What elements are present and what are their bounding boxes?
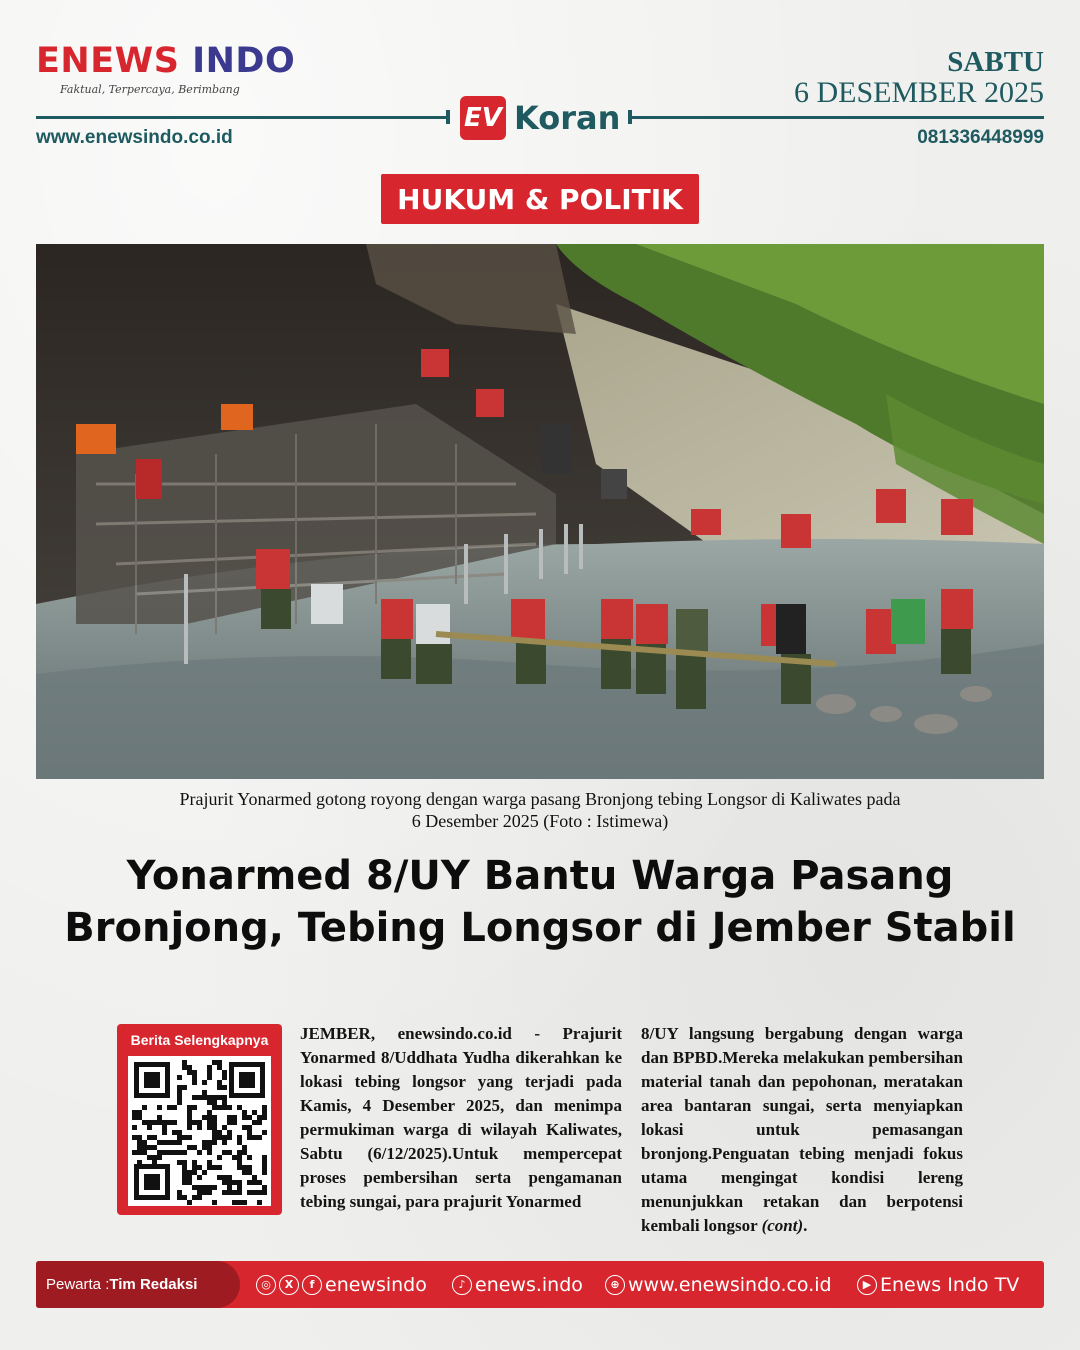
brand-tagline: Faktual, Terpercaya, Berimbang	[60, 83, 240, 96]
qr-module	[152, 1120, 157, 1125]
qr-module	[172, 1140, 177, 1145]
qr-module	[202, 1080, 207, 1085]
qr-module	[262, 1105, 267, 1110]
qr-module	[237, 1155, 242, 1160]
qr-module	[197, 1195, 202, 1200]
qr-module	[222, 1150, 227, 1155]
reporter-credit: Pewarta : Tim Redaksi	[36, 1261, 240, 1308]
qr-module	[192, 1095, 197, 1100]
qr-module	[197, 1095, 202, 1100]
qr-module	[177, 1190, 182, 1195]
qr-module	[247, 1165, 252, 1170]
qr-module	[242, 1110, 247, 1115]
qr-module	[187, 1145, 192, 1150]
qr-module	[262, 1155, 267, 1160]
qr-module	[247, 1170, 252, 1175]
tiktok-handle: enews.indo	[475, 1273, 583, 1296]
qr-module	[177, 1150, 182, 1155]
qr-module	[227, 1135, 232, 1140]
qr-module	[227, 1130, 232, 1135]
qr-module	[237, 1200, 242, 1205]
qr-module	[187, 1200, 192, 1205]
header-rule-cap	[628, 110, 632, 124]
qr-module	[142, 1145, 147, 1150]
qr-module	[202, 1145, 207, 1150]
qr-module	[187, 1105, 192, 1110]
brand-name: ENEWS INDO	[36, 41, 296, 81]
qr-module	[202, 1090, 207, 1095]
qr-module	[252, 1175, 257, 1180]
ev-logo-icon: EV	[460, 96, 506, 140]
qr-module	[192, 1120, 197, 1125]
youtube-icon: ▶	[857, 1275, 877, 1295]
qr-module	[262, 1130, 267, 1135]
qr-module	[242, 1125, 247, 1130]
qr-module	[237, 1180, 242, 1185]
qr-module	[157, 1120, 162, 1125]
qr-module	[172, 1120, 177, 1125]
qr-module	[227, 1105, 232, 1110]
qr-module	[262, 1170, 267, 1175]
qr-module	[182, 1170, 187, 1175]
qr-module	[262, 1110, 267, 1115]
qr-module	[232, 1155, 237, 1160]
qr-module	[137, 1150, 142, 1155]
qr-module	[142, 1150, 147, 1155]
qr-module	[187, 1170, 192, 1175]
qr-module	[182, 1065, 187, 1070]
qr-module	[182, 1195, 187, 1200]
qr-module	[217, 1155, 222, 1160]
qr-module	[222, 1190, 227, 1195]
issue-day: SABTU	[947, 46, 1044, 78]
qr-module	[207, 1160, 212, 1165]
qr-module	[202, 1170, 207, 1175]
qr-label: Berita Selengkapnya	[130, 1032, 269, 1048]
qr-module	[177, 1095, 182, 1100]
qr-module	[217, 1065, 222, 1070]
qr-module	[227, 1185, 232, 1190]
qr-module	[162, 1140, 167, 1145]
qr-module	[262, 1115, 267, 1120]
qr-module	[192, 1105, 197, 1110]
qr-module	[222, 1135, 227, 1140]
qr-module	[207, 1065, 212, 1070]
qr-module	[207, 1075, 212, 1080]
qr-module	[192, 1145, 197, 1150]
qr-module	[187, 1065, 192, 1070]
qr-module	[197, 1185, 202, 1190]
qr-module	[192, 1075, 197, 1080]
qr-module	[252, 1190, 257, 1195]
qr-module	[217, 1095, 222, 1100]
qr-module	[192, 1160, 197, 1165]
facebook-icon: f	[302, 1275, 322, 1295]
qr-module	[197, 1190, 202, 1195]
qr-module	[217, 1175, 222, 1180]
article-column-1: JEMBER, enewsindo.co.id - Prajurit Yonarmed 8/Uddhata Yudha dikerahkan ke lokasi tebing longsor yang terjadi pada Kamis, 4 Desember 2025, dan menimpa permukiman warga di wilayah Kaliwates, Sabtu (6/12/2025).Untuk mempercepat proses pembersihan serta pengamanan tebing sungai, para prajurit Yonarmed	[300, 1024, 622, 1211]
qr-module	[242, 1115, 247, 1120]
qr-module	[162, 1130, 167, 1135]
article-headline: Yonarmed 8/UY Bantu Warga Pasang Bronjong, Tebing Longsor di Jember Stabil	[64, 853, 1016, 951]
qr-module	[257, 1115, 262, 1120]
qr-module	[247, 1180, 252, 1185]
qr-module	[242, 1165, 247, 1170]
qr-module	[222, 1070, 227, 1075]
qr-module	[157, 1140, 162, 1145]
qr-module	[197, 1125, 202, 1130]
qr-module	[132, 1135, 137, 1140]
category-badge: HUKUM & POLITIK	[381, 174, 699, 224]
qr-module	[217, 1085, 222, 1090]
qr-module	[167, 1140, 172, 1145]
qr-module	[177, 1130, 182, 1135]
qr-module	[207, 1115, 212, 1120]
qr-module	[237, 1150, 242, 1155]
qr-module	[222, 1075, 227, 1080]
continued-marker: (cont)	[761, 1216, 804, 1235]
river-scene-illustration	[36, 244, 1044, 779]
qr-module	[187, 1175, 192, 1180]
social-handle: enewsindo	[325, 1273, 427, 1296]
qr-module	[217, 1130, 222, 1135]
qr-module	[262, 1160, 267, 1165]
x-icon: X	[279, 1275, 299, 1295]
qr-module	[202, 1095, 207, 1100]
qr-module	[217, 1165, 222, 1170]
qr-module	[197, 1150, 202, 1155]
article-photo	[36, 244, 1044, 779]
qr-module	[247, 1115, 252, 1120]
header-rule-left	[36, 116, 448, 119]
qr-module	[232, 1180, 237, 1185]
qr-module	[232, 1115, 237, 1120]
qr-module	[212, 1100, 217, 1105]
header-phone: 081336448999	[917, 127, 1044, 148]
qr-module	[202, 1115, 207, 1120]
qr-module	[182, 1165, 187, 1170]
qr-module	[177, 1090, 182, 1095]
qr-module	[152, 1160, 157, 1165]
qr-module	[192, 1185, 197, 1190]
qr-module	[152, 1145, 157, 1150]
qr-module	[227, 1120, 232, 1125]
qr-module	[237, 1190, 242, 1195]
qr-card[interactable]	[117, 1024, 282, 1215]
qr-module	[207, 1145, 212, 1150]
qr-module	[157, 1150, 162, 1155]
qr-module	[207, 1185, 212, 1190]
qr-module	[237, 1140, 242, 1145]
qr-module	[217, 1135, 222, 1140]
qr-module	[212, 1125, 217, 1130]
qr-module	[147, 1120, 152, 1125]
footer-website-link[interactable]	[605, 1261, 832, 1308]
brand-logo	[36, 41, 296, 96]
qr-module	[222, 1175, 227, 1180]
qr-module	[252, 1120, 257, 1125]
qr-module	[132, 1110, 137, 1115]
qr-module	[212, 1095, 217, 1100]
qr-module	[177, 1195, 182, 1200]
qr-module	[182, 1180, 187, 1185]
qr-module	[207, 1070, 212, 1075]
tiktok-link[interactable]	[452, 1261, 583, 1308]
qr-module	[212, 1135, 217, 1140]
qr-module	[212, 1115, 217, 1120]
qr-module	[192, 1165, 197, 1170]
qr-module	[232, 1200, 237, 1205]
header-website-link[interactable]: www.enewsindo.co.id	[36, 127, 233, 148]
qr-module	[172, 1150, 177, 1155]
qr-module	[177, 1075, 182, 1080]
qr-module	[247, 1135, 252, 1140]
qr-module	[137, 1160, 142, 1165]
qr-module	[212, 1185, 217, 1190]
qr-module	[137, 1115, 142, 1120]
qr-module	[207, 1125, 212, 1130]
qr-module	[162, 1125, 167, 1130]
qr-module	[222, 1085, 227, 1090]
qr-module	[192, 1070, 197, 1075]
qr-module	[207, 1100, 212, 1105]
qr-module	[227, 1150, 232, 1155]
qr-module	[242, 1200, 247, 1205]
qr-module	[252, 1180, 257, 1185]
qr-module	[212, 1130, 217, 1135]
qr-module	[222, 1140, 227, 1145]
qr-module	[137, 1145, 142, 1150]
qr-module	[192, 1195, 197, 1200]
qr-module	[172, 1105, 177, 1110]
qr-module	[177, 1085, 182, 1090]
qr-module	[147, 1125, 152, 1130]
qr-module	[172, 1130, 177, 1135]
qr-module	[137, 1135, 142, 1140]
qr-module	[237, 1185, 242, 1190]
youtube-link[interactable]	[857, 1261, 1019, 1308]
qr-module	[257, 1190, 262, 1195]
qr-module	[222, 1180, 227, 1185]
koran-logo	[460, 96, 620, 140]
qr-module	[247, 1155, 252, 1160]
qr-module	[212, 1105, 217, 1110]
qr-module	[142, 1140, 147, 1145]
issue-full-date: 6 DESEMBER 2025	[793, 76, 1044, 109]
qr-module	[152, 1135, 157, 1140]
instagram-icon: ◎	[256, 1275, 276, 1295]
qr-module	[167, 1150, 172, 1155]
qr-module	[197, 1120, 202, 1125]
globe-icon: ⊕	[605, 1275, 625, 1295]
qr-module	[262, 1190, 267, 1195]
qr-module	[207, 1150, 212, 1155]
qr-module	[237, 1165, 242, 1170]
header-rule-right	[630, 116, 1044, 119]
qr-module	[242, 1145, 247, 1150]
qr-module	[227, 1180, 232, 1185]
qr-module	[207, 1140, 212, 1145]
qr-module	[212, 1165, 217, 1170]
social-link[interactable]	[256, 1261, 427, 1308]
qr-module	[262, 1165, 267, 1170]
qr-code-icon	[128, 1056, 271, 1206]
qr-module	[132, 1125, 137, 1130]
qr-module	[137, 1140, 142, 1145]
qr-module	[212, 1060, 217, 1065]
qr-module	[197, 1175, 202, 1180]
qr-module	[152, 1155, 157, 1160]
qr-module	[242, 1150, 247, 1155]
qr-module	[167, 1105, 172, 1110]
qr-module	[182, 1135, 187, 1140]
qr-module	[142, 1120, 147, 1125]
qr-module	[177, 1135, 182, 1140]
qr-module	[257, 1120, 262, 1125]
qr-module	[227, 1175, 232, 1180]
youtube-channel: Enews Indo TV	[880, 1273, 1020, 1296]
tiktok-icon: ♪	[452, 1275, 472, 1295]
qr-module	[222, 1100, 227, 1105]
qr-module	[227, 1115, 232, 1120]
qr-module	[132, 1115, 137, 1120]
qr-module	[197, 1165, 202, 1170]
qr-module	[232, 1120, 237, 1125]
qr-module	[202, 1140, 207, 1145]
koran-label: Koran	[514, 99, 621, 137]
qr-module	[202, 1190, 207, 1195]
issue-date	[794, 48, 1044, 108]
qr-module	[137, 1110, 142, 1115]
qr-module	[182, 1085, 187, 1090]
qr-module	[247, 1125, 252, 1130]
qr-module	[222, 1095, 227, 1100]
photo-caption: Prajurit Yonarmed gotong royong dengan warga pasang Bronjong tebing Longsor di Kaliwates pada 6 Desember 2025 (Foto : Istimewa)	[179, 789, 901, 831]
qr-module	[207, 1165, 212, 1170]
qr-module	[177, 1160, 182, 1165]
qr-module	[237, 1135, 242, 1140]
qr-module	[207, 1120, 212, 1125]
qr-module	[157, 1155, 162, 1160]
qr-module	[262, 1185, 267, 1190]
header-rule-cap	[446, 110, 450, 124]
qr-module	[212, 1140, 217, 1145]
qr-module	[167, 1120, 172, 1125]
qr-module	[212, 1120, 217, 1125]
qr-module	[222, 1125, 227, 1130]
qr-module	[142, 1105, 147, 1110]
qr-module	[222, 1105, 227, 1110]
qr-module	[187, 1125, 192, 1130]
qr-module	[247, 1190, 252, 1195]
qr-module	[257, 1180, 262, 1185]
qr-module	[207, 1190, 212, 1195]
qr-module	[147, 1155, 152, 1160]
qr-module	[217, 1060, 222, 1065]
qr-module	[162, 1120, 167, 1125]
qr-module	[182, 1060, 187, 1065]
qr-module	[237, 1160, 242, 1165]
qr-module	[227, 1190, 232, 1195]
qr-module	[257, 1135, 262, 1140]
qr-module	[237, 1105, 242, 1110]
qr-module	[177, 1140, 182, 1145]
qr-module	[217, 1080, 222, 1085]
qr-module	[182, 1160, 187, 1165]
qr-module	[182, 1175, 187, 1180]
qr-module	[157, 1115, 162, 1120]
qr-module	[207, 1095, 212, 1100]
qr-module	[187, 1120, 192, 1125]
qr-module	[187, 1180, 192, 1185]
footer-website: www.enewsindo.co.id	[628, 1273, 832, 1296]
qr-module	[232, 1190, 237, 1195]
qr-module	[257, 1200, 262, 1205]
qr-module	[187, 1115, 192, 1120]
qr-module	[217, 1105, 222, 1110]
qr-module	[252, 1135, 257, 1140]
qr-module	[187, 1135, 192, 1140]
qr-module	[212, 1200, 217, 1205]
qr-module	[242, 1170, 247, 1175]
qr-module	[207, 1110, 212, 1115]
qr-module	[157, 1105, 162, 1110]
qr-module	[147, 1145, 152, 1150]
qr-module	[177, 1100, 182, 1105]
qr-module	[162, 1150, 167, 1155]
qr-module	[132, 1150, 137, 1155]
qr-module	[187, 1070, 192, 1075]
qr-module	[252, 1110, 257, 1115]
qr-code[interactable]	[128, 1056, 271, 1206]
qr-module	[202, 1185, 207, 1190]
qr-module	[147, 1135, 152, 1140]
qr-module	[247, 1130, 252, 1135]
qr-module	[192, 1080, 197, 1085]
article-column-2: 8/UY langsung bergabung dengan warga dan BPBD.Mereka melakukan pembersihan material tanah dan pepohonan, meratakan area bantaran sungai, serta menyiapkan lokasi untuk pemasangan bronjong.Penguatan tebing menjadi fokus utama mengingat kondisi lereng menunjukkan retakan dan berpotensi kembali longsor (cont).	[641, 1024, 963, 1235]
qr-module	[182, 1150, 187, 1155]
qr-module	[187, 1110, 192, 1115]
qr-module	[192, 1170, 197, 1175]
